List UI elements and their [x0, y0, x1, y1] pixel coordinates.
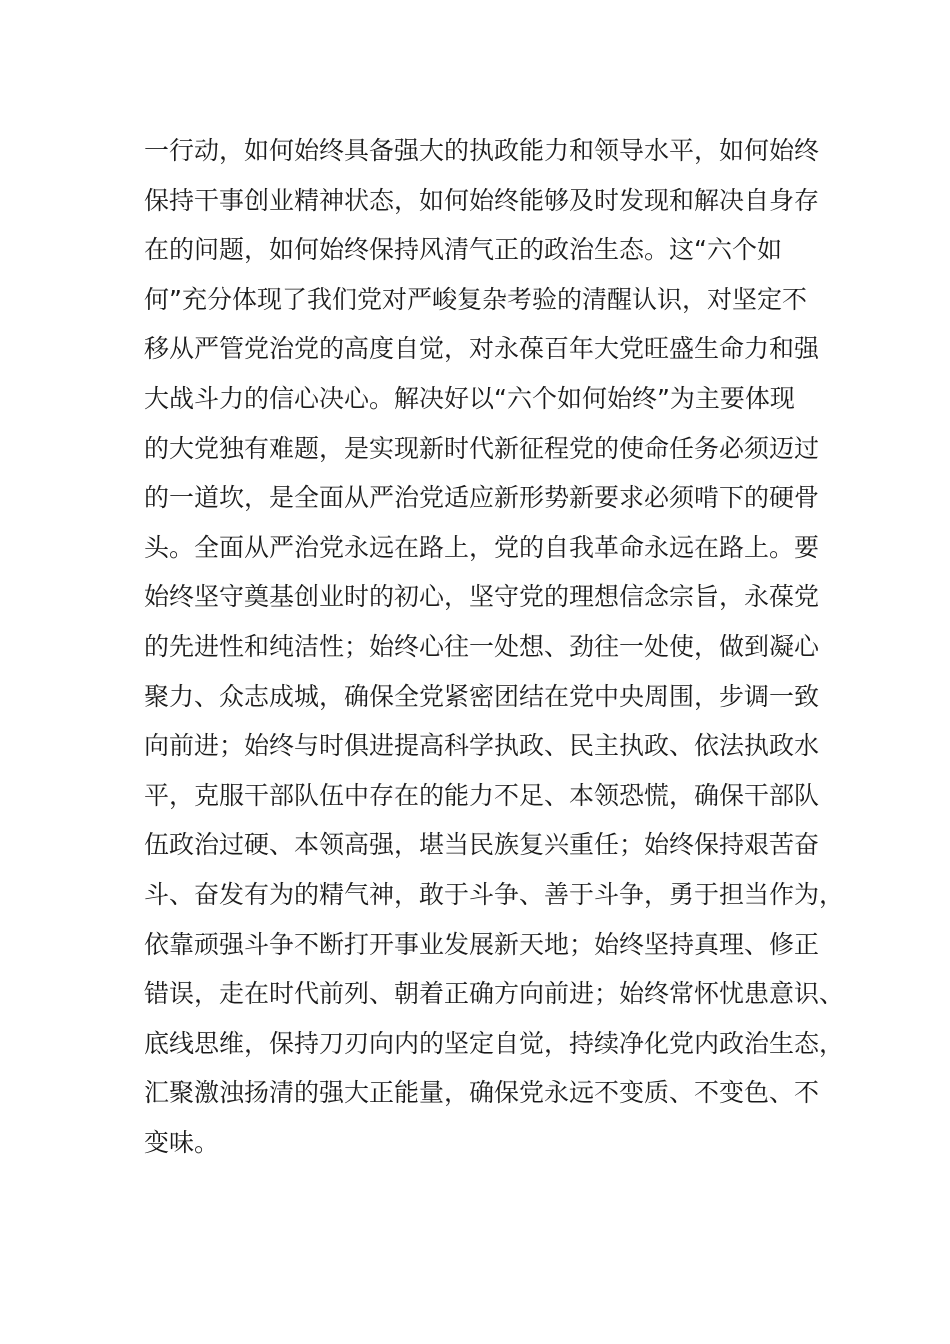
text-line: 保持干事创业精神状态，如何始终能够及时发现和解决自身存 — [144, 185, 820, 215]
text-line: 变味。 — [144, 1127, 220, 1157]
text-line: 聚力、众志成城，确保全党紧密团结在党中央周围，步调一致 — [144, 681, 820, 711]
text-line: 错误，走在时代前列、朝着正确方向前进；始终常怀忧患意识、 — [144, 979, 845, 1009]
text-line: 底线思维，保持刀刃向内的坚定自觉，持续净化党内政治生态， — [144, 1028, 845, 1058]
text-line: 向前进；始终与时俱进提高科学执政、民主执政、依法执政水 — [144, 731, 820, 761]
text-line: 的一道坎，是全面从严治党适应新形势新要求必须啃下的硬骨 — [144, 483, 820, 513]
text-line: 头。全面从严治党永远在路上，党的自我革命永远在路上。要 — [144, 532, 820, 562]
text-line: 在的问题，如何始终保持风清气正的政治生态。这“六个如 — [144, 235, 782, 265]
text-line: 的先进性和纯洁性；始终心往一处想、劲往一处使，做到凝心 — [144, 631, 820, 661]
text-line: 移从严管党治党的高度自觉，对永葆百年大党旺盛生命力和强 — [144, 334, 820, 364]
text-line: 一行动，如何始终具备强大的执政能力和领导水平，如何始终 — [144, 136, 820, 165]
text-line: 始终坚守奠基创业时的初心，坚守党的理想信念宗旨，永葆党 — [144, 582, 820, 612]
text-line: 斗、奋发有为的精气神，敢于斗争、善于斗争，勇于担当作为， — [144, 879, 845, 909]
text-line: 大战斗力的信心决心。解决好以“六个如何始终”为主要体现 — [144, 383, 795, 413]
text-line: 依靠顽强斗争不断打开事业发展新天地；始终坚持真理、修正 — [144, 929, 820, 959]
text-line: 平，克服干部队伍中存在的能力不足、本领恐慌，确保干部队 — [144, 780, 820, 810]
text-line: 的大党独有难题，是实现新时代新征程党的使命任务必须迈过 — [144, 433, 820, 463]
body-paragraph — [144, 126, 845, 1167]
text-line: 汇聚激浊扬清的强大正能量，确保党永远不变质、不变色、不 — [144, 1078, 820, 1108]
text-line: 伍政治过硬、本领高强，堪当民族复兴重任；始终保持艰苦奋 — [144, 830, 820, 860]
text-line: 何”充分体现了我们党对严峻复杂考验的清醒认识，对坚定不 — [144, 284, 807, 314]
